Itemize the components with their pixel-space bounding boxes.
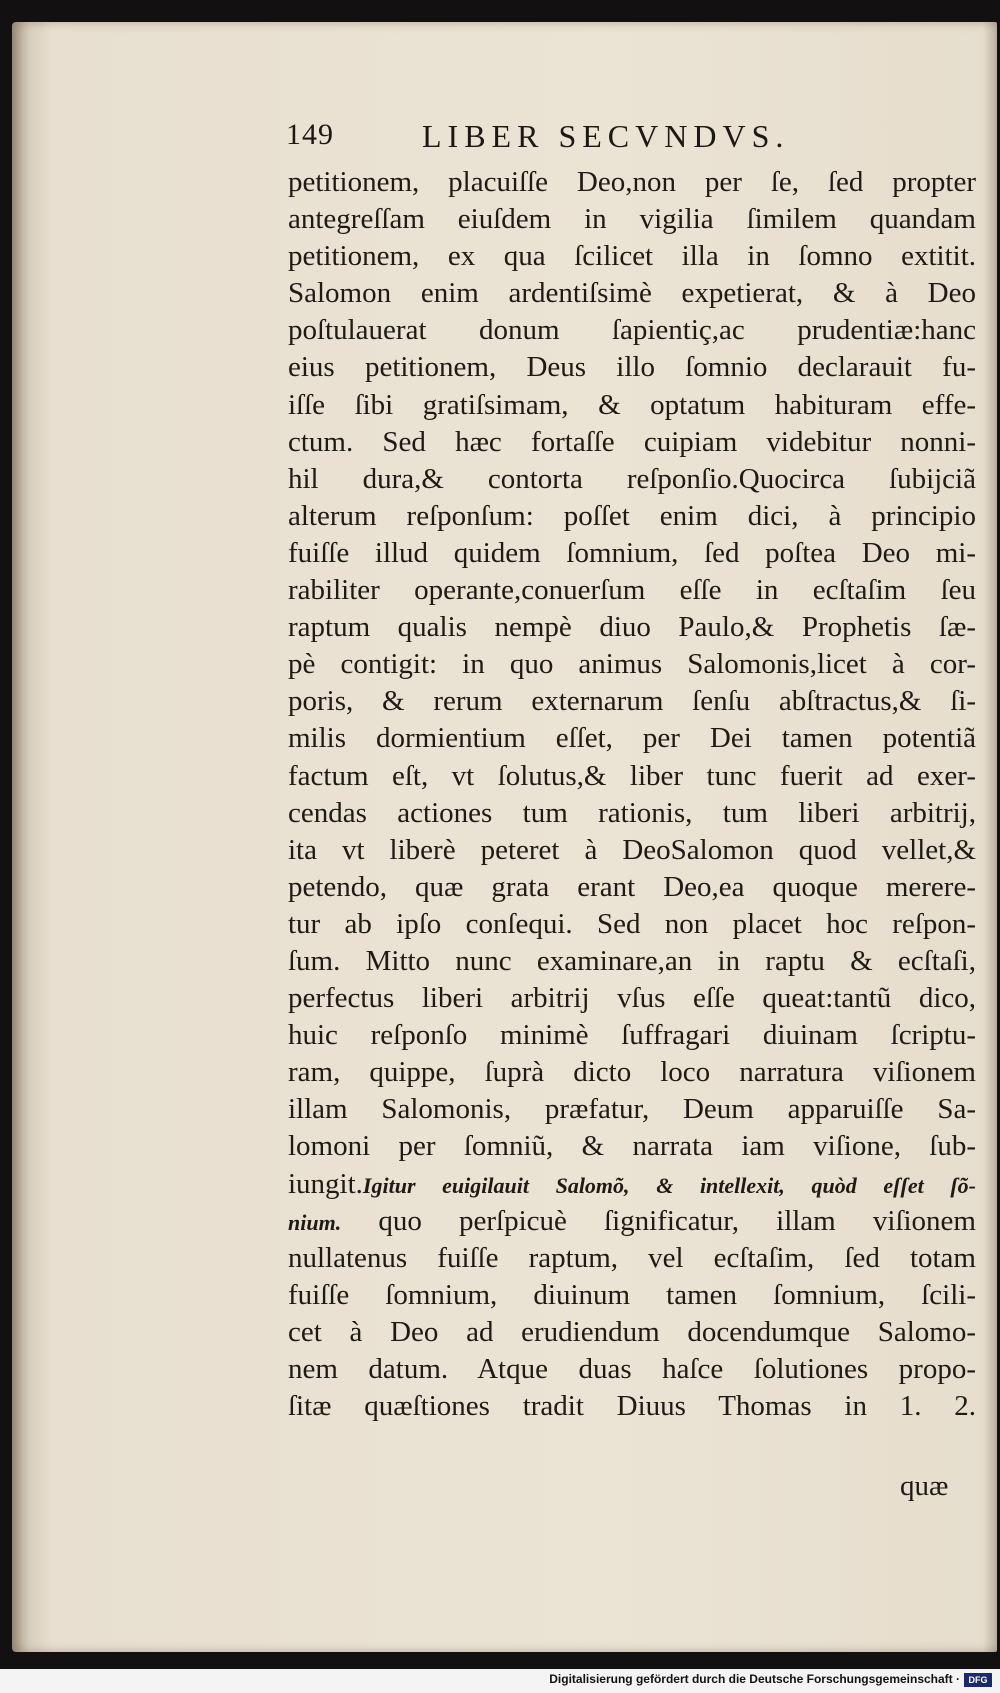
text-line: nullatenus fuiſſe raptum, vel ecſtaſim, ſed totam xyxy=(288,1241,976,1274)
text-line: petendo, quæ grata erant Deo,ea quoque merere- xyxy=(288,870,976,903)
page-number: 149 xyxy=(286,118,334,151)
text-line: alterum reſponſum: poſſet enim dici, à principio xyxy=(288,499,976,532)
text-line: illam Salomonis, præfatur, Deum apparuiſſe Sa- xyxy=(288,1093,976,1126)
digitization-footer xyxy=(0,1669,1000,1693)
text-run: quo perſpicuè ſignificatur, illam viſionem xyxy=(341,1204,976,1237)
text-line: lomoni per ſomniũ, & narrata iam viſione, ſub- xyxy=(288,1130,976,1163)
text-line: iſſe ſibi gratiſsimam, & optatum habituram effe- xyxy=(288,388,976,421)
text-line: cet à Deo ad erudiendum docendumque Salomo- xyxy=(288,1315,976,1348)
catchword: quæ xyxy=(900,1470,949,1502)
text-line: perfectus liberi arbitrij vſus eſſe queat:tantũ dico, xyxy=(288,982,976,1015)
dfg-logo-icon: DFG xyxy=(964,1673,992,1687)
text-line: ita vt liberè peteret à DeoSalomon quod vellet,& xyxy=(288,833,976,866)
text-line: fuiſſe illud quidem ſomnium, ſed poſtea Deo mi- xyxy=(288,536,976,569)
body-text xyxy=(288,164,976,1425)
text-line: petitionem, placuiſſe Deo,non per ſe, ſed propter xyxy=(288,166,976,198)
text-line: cendas actiones tum rationis, tum liberi arbitrij, xyxy=(288,796,976,829)
text-line-with-quotation xyxy=(288,1203,976,1240)
page-header xyxy=(272,118,952,158)
text-line: ram, quippe, ſuprà dicto loco narratura viſionem xyxy=(288,1056,976,1089)
text-line: poris, & rerum externarum ſenſu abſtractus,& ſi- xyxy=(288,685,976,718)
text-line: milis dormientium eſſet, per Dei tamen potentiã xyxy=(288,722,976,755)
text-line: ſitæ quæſtiones tradit Diuus Thomas in 1. 2. xyxy=(288,1390,976,1423)
text-line: huic reſponſo minimè ſuffragari diuinam ſcriptu- xyxy=(288,1019,976,1052)
text-line: Salomon enim ardentiſsimè expetierat, & à Deo xyxy=(288,277,976,310)
text-line: nem datum. Atque duas haſce ſolutiones propo- xyxy=(288,1353,976,1385)
running-head: LIBER SECVNDVS. xyxy=(422,118,790,154)
text-line: tur ab ipſo conſequi. Sed non placet hoc reſpon- xyxy=(288,907,976,940)
text-line: ſum. Mitto nunc examinare,an in raptu & ecſtaſi, xyxy=(288,944,976,977)
text-line-with-quotation xyxy=(288,1166,976,1203)
text-line: rabiliter operante,conuerſum eſſe in ecſtaſim ſeu xyxy=(288,574,976,607)
text-line: raptum qualis nempè diuo Paulo,& Prophetis ſæ- xyxy=(288,611,976,644)
text-line: ctum. Sed hæc fortaſſe cuipiam videbitur nonni- xyxy=(288,425,976,458)
scripture-quotation: nium. xyxy=(288,1209,342,1235)
text-line: antegreſſam eiuſdem in vigilia ſimilem quandam xyxy=(288,203,976,236)
page-edge xyxy=(983,22,997,1652)
text-line: petitionem, ex qua ſcilicet illa in ſomno extitit. xyxy=(288,240,976,273)
funding-notice: Digitalisierung gefördert durch die Deutsche Forschungsgemeinschaft · xyxy=(549,1672,960,1686)
text-run: iungit. xyxy=(288,1167,363,1200)
text-line: factum eſt, vt ſolutus,& liber tunc fuerit ad exer- xyxy=(288,759,976,792)
scripture-quotation: Igitur euigilauit Salomõ, & intellexit, quòd eſſet ſõ- xyxy=(362,1172,976,1198)
text-line: poſtulauerat donum ſapientiç,ac prudentiæ:hanc xyxy=(288,314,976,347)
text-line: pè contigit: in quo animus Salomonis,licet à cor- xyxy=(288,648,976,681)
text-line: hil dura,& contorta reſponſio.Quocirca ſubijciã xyxy=(288,462,976,495)
text-line: eius petitionem, Deus illo ſomnio declarauit fu- xyxy=(288,351,976,384)
text-line: fuiſſe ſomnium, diuinum tamen ſomnium, ſcili- xyxy=(288,1278,976,1311)
